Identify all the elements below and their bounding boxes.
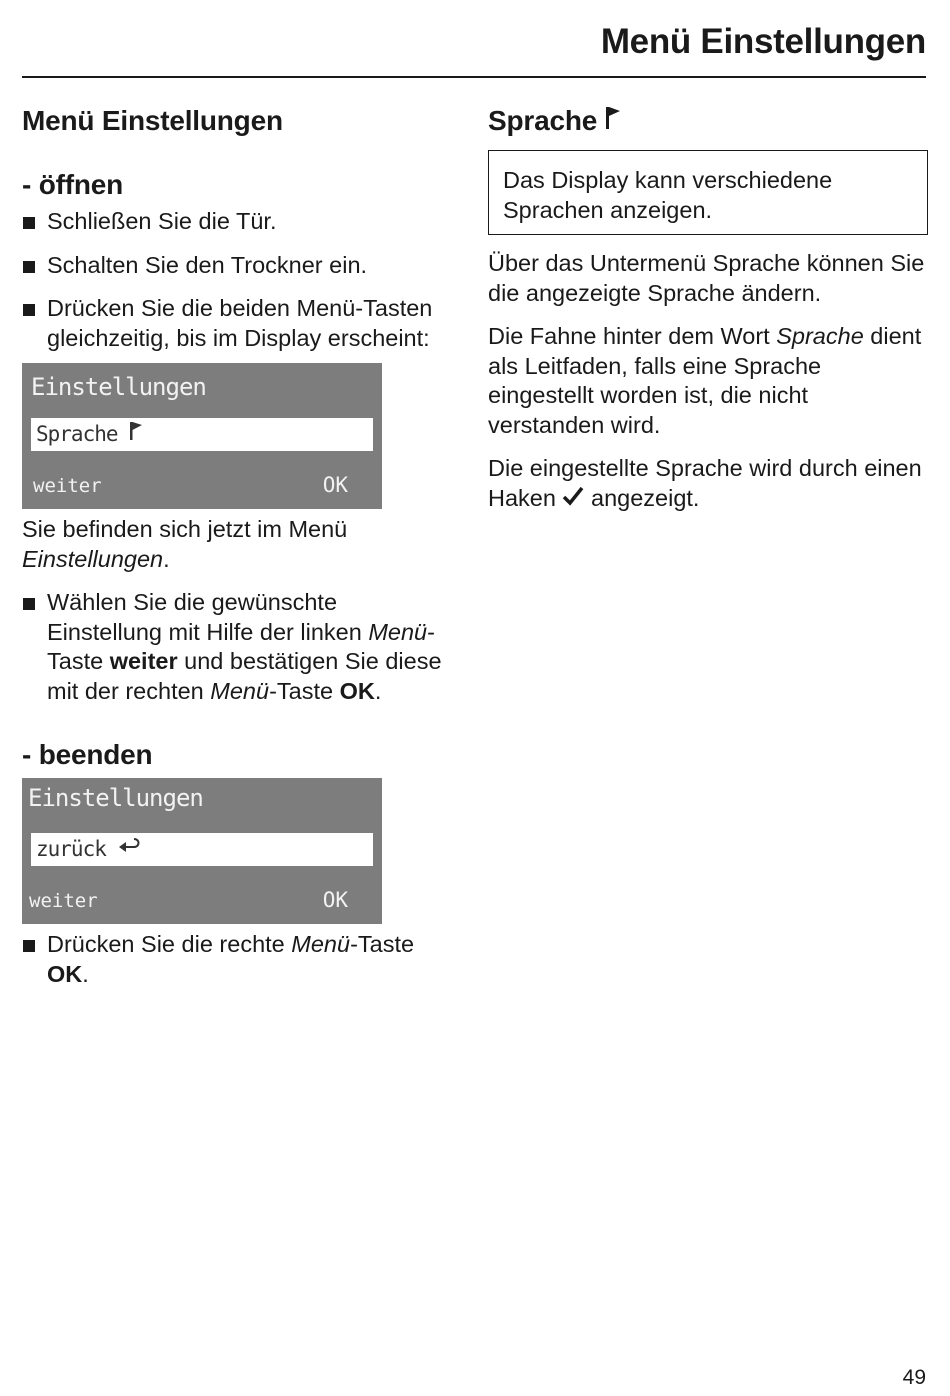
paragraph: Sie befinden sich jetzt im Menü Einstellungen. xyxy=(22,516,348,572)
list-item-text: Schalten Sie den Trockner ein. xyxy=(47,251,368,278)
bullet-square-icon xyxy=(23,940,35,952)
page-header xyxy=(22,0,926,78)
bullet-square-icon xyxy=(23,598,35,610)
list-item xyxy=(22,930,458,989)
display-softkey-right: OK xyxy=(322,473,348,497)
bullet-square-icon xyxy=(23,261,35,273)
paragraph: Die Fahne hinter dem Wort Sprache dient als Leitfaden, falls eine Sprache eingestellt worden ist, die nicht verstanden wird. xyxy=(488,323,922,438)
paragraph: Die eingestellte Sprache wird durch einen Haken angezeigt. xyxy=(488,455,922,511)
left-column xyxy=(22,102,458,989)
display-selected-item xyxy=(31,418,373,451)
display-selected-item xyxy=(31,833,373,866)
list-item-text: Drücken Sie die rechte Menü-Taste OK. xyxy=(47,931,415,987)
checkmark-icon xyxy=(562,486,584,506)
list-item xyxy=(22,251,458,281)
info-box-text: Das Display kann verschiedene Sprachen anzeigen. xyxy=(503,167,833,223)
subsection-heading-beenden: - beenden xyxy=(22,739,153,770)
flag-icon xyxy=(605,106,621,130)
bullet-square-icon xyxy=(23,304,35,316)
bullet-square-icon xyxy=(23,217,35,229)
display-screen-zurueck xyxy=(22,778,382,924)
list-item xyxy=(22,588,458,706)
page-number: 49 xyxy=(902,1366,926,1389)
list-item-text: Drücken Sie die beiden Menü-Tasten gleichzeitig, bis im Display erscheint: xyxy=(47,295,433,351)
display-softkey-right: OK xyxy=(322,888,348,912)
info-box xyxy=(488,150,928,235)
section-heading-sprache: Sprache xyxy=(488,102,928,140)
page-header-title: Menü Einstellungen xyxy=(600,22,926,61)
section-heading: Menü Einstellungen xyxy=(22,105,283,136)
subsection-heading-oeffnen: - öffnen xyxy=(22,169,124,200)
right-column xyxy=(488,102,928,513)
display-selected-label: zurück xyxy=(36,837,106,861)
list-item xyxy=(22,294,458,353)
list-item-text: Wählen Sie die gewünschte Einstellung mit Hilfe der linken Menü-Taste weiter und bestätigen Sie diese mit der rechten Menü-Taste OK. xyxy=(47,589,442,704)
display-softkey-left: weiter xyxy=(29,890,98,912)
flag-icon xyxy=(129,421,143,441)
return-arrow-icon xyxy=(118,836,144,856)
display-screen-sprache xyxy=(22,363,382,509)
paragraph: Über das Untermenü Sprache können Sie die angezeigte Sprache ändern. xyxy=(488,250,925,306)
display-selected-label: Sprache xyxy=(36,422,118,446)
display-title: Einstellungen xyxy=(28,784,203,812)
display-softkey-left: weiter xyxy=(33,475,102,497)
display-title: Einstellungen xyxy=(31,373,206,401)
list-item-text: Schließen Sie die Tür. xyxy=(47,208,277,234)
list-item xyxy=(22,207,458,237)
